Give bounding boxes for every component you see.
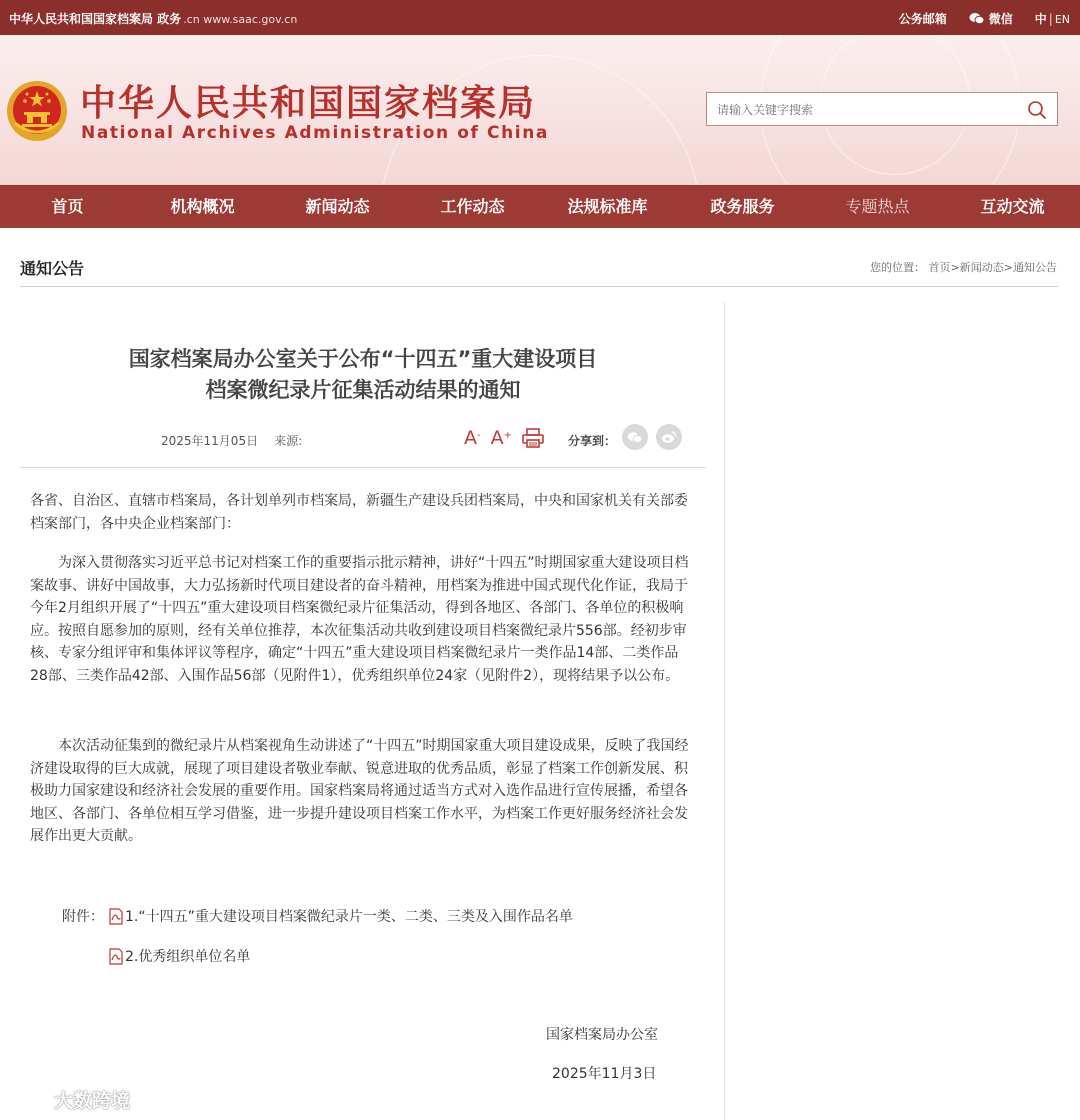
mail-link[interactable]: 公务邮箱: [898, 12, 947, 26]
pdf-icon: [108, 908, 124, 925]
nav-item-services[interactable]: 政务服务: [710, 197, 775, 216]
sidebar-divider: [724, 302, 725, 1120]
article-meta: [161, 432, 302, 449]
attachments-label: 附件：: [62, 909, 104, 925]
pdf-icon: [108, 948, 124, 965]
lang-en[interactable]: EN: [1054, 13, 1070, 26]
attachment-link-1[interactable]: [108, 906, 573, 926]
wechat-link[interactable]: [969, 10, 1013, 27]
main-nav: [0, 185, 1080, 228]
share-label: 分享到：: [568, 434, 617, 448]
lang-cn[interactable]: 中: [1034, 12, 1047, 26]
section-title: 通知公告: [20, 259, 85, 278]
salutation: 各省、自治区、直辖市档案局，各计划单列市档案局，新疆生产建设兵团档案局，中央和国家机关有关部委档案部门，各中央企业档案部门：: [30, 493, 688, 532]
language-switch: [1035, 10, 1070, 27]
article-title-line2: 档案微纪录片征集活动结果的通知: [205, 378, 521, 402]
nav-item-work[interactable]: 工作动态: [440, 197, 505, 216]
share-weibo-button[interactable]: [656, 424, 682, 450]
wechat-icon: [969, 12, 985, 25]
plus-icon: +: [503, 430, 512, 441]
top-site-name: [9, 10, 297, 27]
font-bigger-label: A: [490, 427, 504, 449]
meta-divider: [20, 467, 706, 468]
nav-item-topics[interactable]: 专题热点: [845, 197, 910, 216]
top-bar: [0, 0, 1080, 35]
site-domain: .cn www.saac.gov.cn: [183, 13, 298, 26]
section-divider: [20, 286, 1058, 287]
signature-date: 2025年11月3日: [552, 1066, 657, 1082]
site-name-text: 中华人民共和国国家档案局 政务: [9, 12, 182, 26]
nav-item-home[interactable]: 首页: [51, 197, 84, 216]
print-icon[interactable]: [522, 428, 544, 448]
watermark: [6, 1086, 130, 1113]
article-tools: [464, 427, 544, 449]
share-wechat-button[interactable]: [622, 424, 648, 450]
signature-organization: 国家档案局办公室: [546, 1027, 658, 1043]
font-smaller-button[interactable]: [464, 427, 481, 449]
attachment-2-label: 2.优秀组织单位名单: [125, 949, 251, 965]
national-emblem-icon: [5, 79, 69, 143]
lang-separator: |: [1048, 12, 1053, 26]
top-links: [899, 10, 1070, 27]
article-source: 来源:: [274, 434, 303, 448]
article-title-line1: 国家档案局办公室关于公布“十四五”重大建设项目: [128, 347, 598, 371]
search-input[interactable]: [717, 99, 1017, 121]
nav-item-about[interactable]: 机构概况: [170, 197, 235, 216]
nav-item-interaction[interactable]: 互动交流: [980, 197, 1045, 216]
font-smaller-label: A: [464, 427, 477, 449]
site-header: [0, 35, 1080, 185]
weibo-icon: [661, 430, 677, 444]
wechat-label: 微信: [988, 12, 1013, 26]
minus-icon: -: [477, 430, 481, 441]
attachment-1-label: 1.“十四五”重大建设项目档案微纪录片一类、二类、三类及入围作品名单: [125, 909, 573, 925]
breadcrumb[interactable]: 您的位置： 首页>新闻动态>通知公告: [870, 261, 1057, 274]
search-box: [706, 92, 1058, 126]
article-date: 2025年11月05日: [161, 434, 259, 448]
nav-item-regulations[interactable]: 法规标准库: [567, 197, 648, 216]
font-bigger-button[interactable]: [491, 427, 512, 449]
site-title-chinese[interactable]: 中华人民共和国国家档案局: [80, 83, 537, 124]
article-title: [30, 344, 696, 406]
attachment-link-2[interactable]: [108, 946, 250, 966]
paragraph-1: 为深入贯彻落实习近平总书记对档案工作的重要指示批示精神，讲好“十四五”时期国家重大建设项目档案故事、讲好中国故事，大力弘扬新时代项目建设者的奋斗精神，用档案为推进中国式现代化作证，我局于今年2月组织开展了“十四五”重大建设项目档案微纪录片征集活动，得到各地区、各部门、各单位的积极响应。按照自愿参加的原则，经有关单位推荐，本次征集活动共收到建设项目档案微纪录片556部。经初步审核、专家分组评审和集体评议等程序，确定“十四五”重大建设项目档案微纪录片一类作品14部、二类作品28部、三类作品42部、入围作品56部（见附件1），优秀组织单位24家（见附件2），现将结果予以公布。: [30, 555, 689, 684]
wechat-share-icon: [627, 431, 643, 444]
search-icon[interactable]: [1027, 100, 1047, 120]
watermark-text: 大数跨境: [54, 1090, 131, 1112]
nav-item-news[interactable]: 新闻动态: [305, 197, 370, 216]
site-title-english[interactable]: National Archives Administration of China: [81, 123, 549, 143]
paragraph-2: 本次活动征集到的微纪录片从档案视角生动讲述了“十四五”时期国家重大项目建设成果，反映了我国经济建设取得的巨大成就，展现了项目建设者敬业奉献、锐意进取的优秀品质，彰显了档案工作创新发展、积极助力国家建设和经济社会发展的重要作用。国家档案局将通过适当方式对入选作品进行宣传展播，希望各地区、各部门、各单位相互学习借鉴，进一步提升建设项目档案工作水平，为档案工作更好服务经济社会发展作出更大贡献。: [30, 738, 689, 844]
watermark-logo-icon: [6, 1087, 48, 1113]
